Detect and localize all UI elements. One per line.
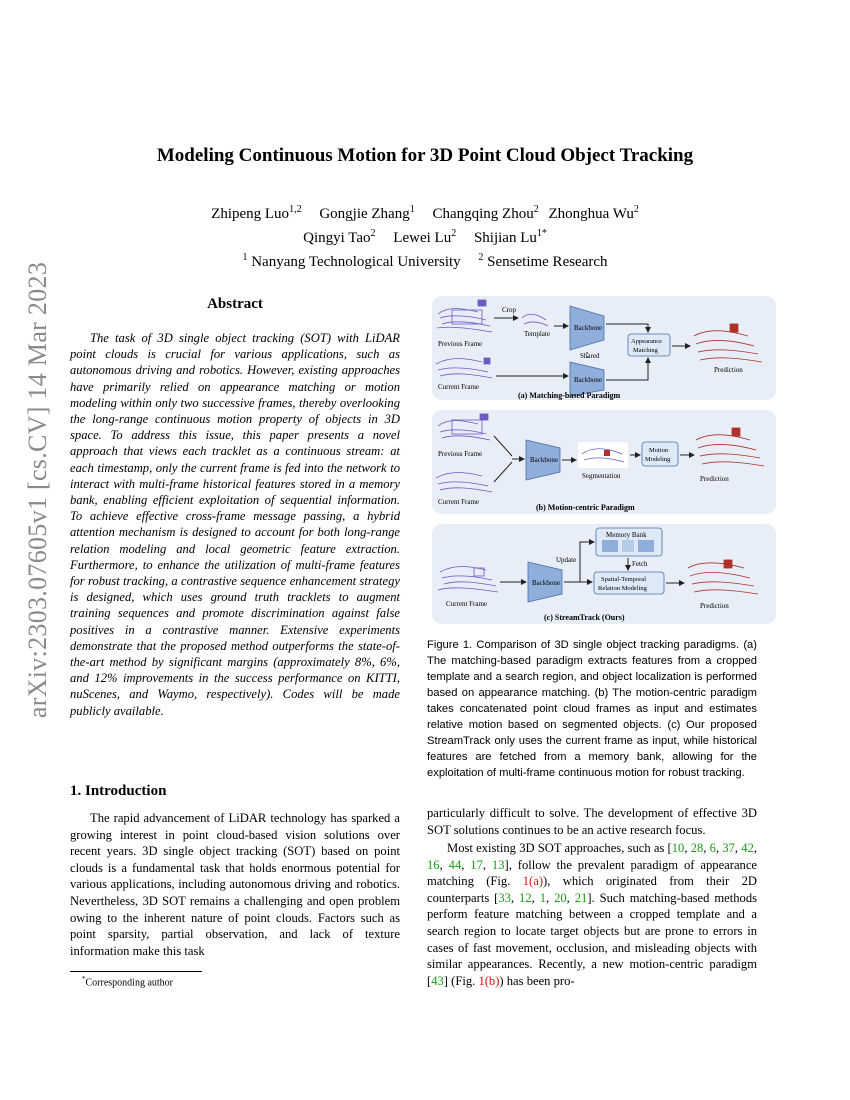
svg-text:Segmentation: Segmentation [582, 472, 621, 480]
introduction-paragraph-1-continued: particularly difficult to solve. The development of effective 3D SOT solutions continues to be an active research focus. [427, 806, 757, 837]
svg-text:Appearance: Appearance [631, 338, 663, 345]
figure-ref-1b[interactable]: 1(b) [478, 973, 500, 988]
author: Zhonghua Wu$^2$ [548, 204, 639, 222]
figure-ref-1a[interactable]: 1(a) [522, 874, 544, 889]
label-current-frame: Current Frame [438, 383, 480, 391]
svg-text:Modeling: Modeling [645, 456, 671, 463]
label-prediction-a: Prediction [714, 366, 743, 374]
citation-link[interactable]: 44 [448, 857, 462, 872]
current-frame-points-c [438, 567, 498, 593]
svg-text:Matching: Matching [633, 347, 658, 354]
svg-text:Backbone: Backbone [530, 456, 558, 464]
abstract-text: The task of 3D single object tracking (SOT) with LiDAR point clouds is crucial for various applications, such as autonomous driving and robotics. However, existing approaches have primarily relied on appearance matching or motion modeling within only two successive frames, thereby overlooking the long-range continuous motion property of objects in 3D space. To address this issue, this paper presents a novel approach that views each tracklet as a continuous stream: at each timestamp, only the current frame is fed into the network to interact with multi-frame historical features stored in a memory bank, enabling efficient exploitation of sequential information. To achieve effective cross-frame message passing, a hybrid attention mechanism is designed to account for both long-range relation modeling and local geometric feature extraction. Furthermore, to enhance the utilization of multi-frame features for robust tracking, a contrastive sequence enhancement strategy is designed, which uses ground truth tracklets to augment training sequences and promote discrimination against false positives in a contrastive manner. Extensive experiments demonstrate that the proposed method outperforms the state-of-the-art method by significant margins (approximately 8%, 6%, and 12% improvements in the success performance on KITTI, nuScenes, and Waymo, respectively). Codes will be made publicly available. [70, 331, 400, 718]
figure-caption: Figure 1. Comparison of 3D single object tracking paradigms. (a) The matching-based paradigm extracts features from a cropped template and a search region, and object localization is performed based on appearance matching. (b) The motion-centric paradigm takes concatenated point cloud frames as input and estimates relative motion based on segmented objects. (c) Our proposed StreamTrack only uses the current frame as input, while historical features are fetched from a memory bank, allowing for the exploitation of multi-frame continuous motion for robust tracking. [427, 639, 757, 779]
citation-link[interactable]: 13 [491, 857, 505, 872]
abstract-heading: Abstract [207, 296, 263, 312]
previous-frame-points [437, 300, 492, 332]
author: Lewei Lu$^2$ [393, 228, 457, 246]
citation-link[interactable]: 42 [741, 841, 754, 855]
template-points [522, 314, 548, 326]
svg-text:Memory Bank: Memory Bank [606, 531, 647, 539]
author: Qingyi Tao$^2$ [303, 228, 376, 246]
arxiv-side-stamp [18, 261, 58, 719]
citation-link[interactable]: 37 [722, 841, 735, 855]
introduction-paragraph-1: The rapid advancement of LiDAR technology has sparked a growing interest in point cloud-based vision solutions over recent years. 3D single object tracking (SOT) based on point clouds is a fundamental task that holds enormous potential for various applications, including autonomous driving and robotics. Nevertheless, 3D SOT remains a challenging and open problem owing to the inherent nature of point clouds. Factors such as point sparsity, partial observation, and lack of texture information make this task [70, 811, 400, 958]
prediction-points-c [688, 560, 758, 594]
author: Shijian $Lu^{1*}$ [473, 228, 547, 246]
figure-panel-a [432, 296, 776, 400]
citation-link[interactable]: 43 [431, 973, 444, 988]
svg-text:Prediction: Prediction [700, 602, 729, 610]
svg-text:Current Frame: Current Frame [438, 498, 480, 506]
citation-link[interactable]: 33 [498, 890, 511, 905]
authors-line-1 [0, 200, 850, 224]
label-template: Template [524, 330, 550, 338]
citation-link[interactable]: 10 [671, 841, 685, 855]
svg-text:Motion: Motion [649, 447, 669, 454]
segmentation-view [578, 442, 628, 468]
label-previous-frame: Previous Frame [438, 340, 483, 348]
author: Changqing Zhou$^2$ [432, 204, 539, 222]
author: Zhipeng Luo$^{1,2}$ [211, 204, 302, 222]
svg-text:Previous Frame: Previous Frame [438, 450, 483, 458]
label-shared: Shared [580, 352, 600, 360]
prediction-points-a [694, 324, 762, 362]
panel-a-title: (a) Matching-based Paradigm [518, 391, 621, 400]
introduction-heading: 1. Introduction [70, 783, 167, 799]
author-block [0, 200, 850, 272]
previous-frame-points-b [438, 414, 490, 440]
svg-text:Backbone: Backbone [574, 376, 602, 384]
citation-link[interactable]: 16 [427, 857, 440, 872]
svg-text:Spatial-Temporal: Spatial-Temporal [601, 576, 647, 583]
authors-line-2 [0, 224, 850, 248]
citation-link[interactable]: 21 [574, 890, 588, 905]
svg-text:Update: Update [556, 556, 577, 564]
arxiv-id-text: arXiv:2303.07605v1 [cs.CV] 14 Mar 2023 [23, 261, 52, 719]
footnote: *Corresponding author [82, 975, 173, 989]
citation-link[interactable]: 20 [554, 890, 567, 905]
label-crop: Crop [502, 306, 516, 314]
introduction-paragraph-2: Most existing 3D SOT approaches, such as [10, 28, 6, 37, 42, 16, 44, 17, 13], follow the prevalent paradigm of appearance matching (Fig. 1(a)), which originated from their 2D counterparts [33, 12, 1, 20, 21]. Such matching-based methods perform feature matching between a cropped template and a search region to locate target objects but are prone to errors in cases of fast movement, occlusion, and misleading objects with similar appearances. Recently, a new motion-centric paradigm [43] (Fig. 1(b)) has been pro- [427, 841, 758, 988]
svg-text:Current Frame: Current Frame [446, 600, 488, 608]
panel-b-title: (b) Motion-centric Paradigm [536, 503, 635, 512]
citation-link[interactable]: 28 [690, 841, 704, 855]
citation-link[interactable]: 1 [539, 890, 546, 905]
figure-1 [432, 290, 776, 626]
svg-text:Fetch: Fetch [632, 560, 648, 568]
author: Gongjie Zhang$^1$ [319, 204, 415, 222]
current-frame-points [436, 358, 492, 378]
svg-text:Relation Modeling: Relation Modeling [598, 585, 647, 592]
svg-text:Backbone: Backbone [574, 324, 602, 332]
figure-panel-b [432, 410, 776, 514]
figure-panel-c [432, 524, 776, 624]
svg-text:Backbone: Backbone [532, 579, 560, 587]
citation-link[interactable]: 17 [470, 857, 483, 872]
affiliations: $^1$ Nanyang Technological University $^2$ Sensetime Research [242, 252, 608, 270]
panel-c-title: (c) StreamTrack (Ours) [544, 613, 625, 622]
current-frame-points-b [436, 473, 492, 493]
paper-title: Modeling Continuous Motion for 3D Point Cloud Object Tracking [156, 145, 694, 166]
prediction-points-b [696, 428, 764, 466]
citation-link[interactable]: 6 [709, 841, 716, 855]
citation-link[interactable]: 12 [519, 890, 532, 905]
footnote-rule [70, 971, 202, 972]
svg-text:Prediction: Prediction [700, 475, 729, 483]
